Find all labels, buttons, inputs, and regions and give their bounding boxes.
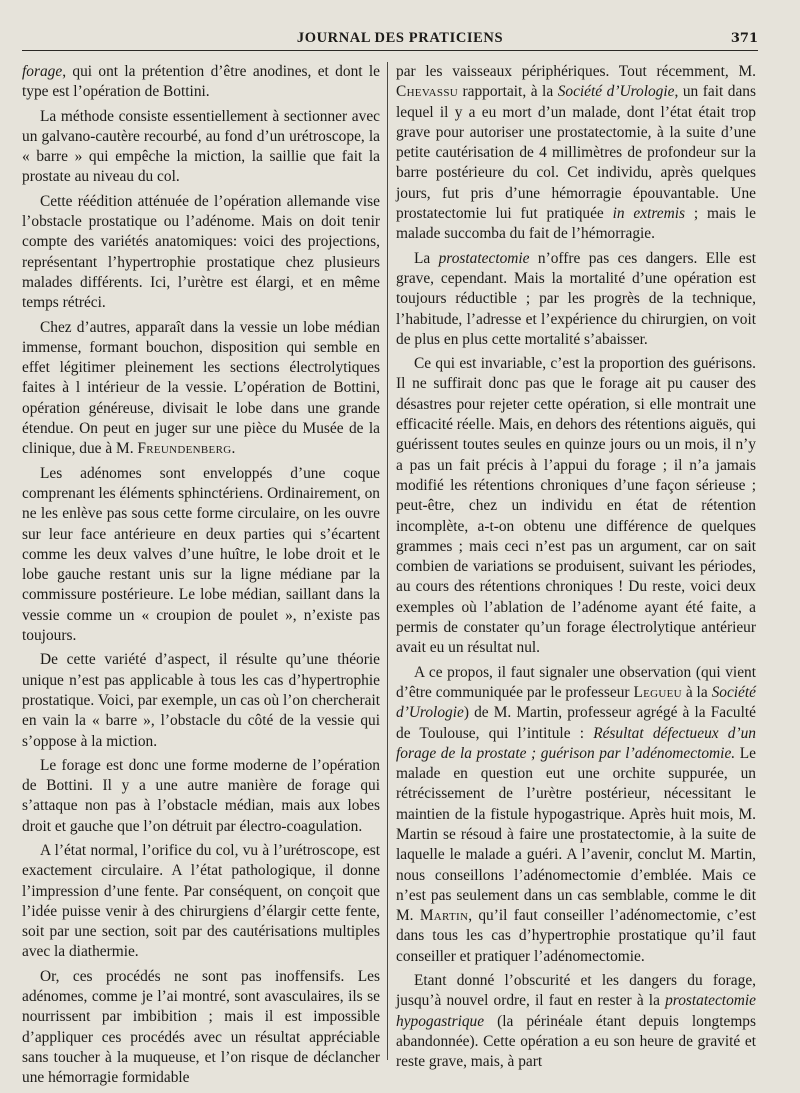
italic-term: forage <box>22 63 63 80</box>
left-column <box>22 62 380 1093</box>
text-run: ; mais le malade succomba du fait de l’hémorragie. <box>396 205 756 243</box>
person-name: Martin <box>419 907 469 925</box>
italic-term: Société d’Urologie <box>396 683 756 722</box>
person-name: Legueu <box>633 683 682 701</box>
italic-term: in extremis <box>612 205 685 223</box>
text-run: Etant donné l’obscurité et les dangers du forage, jusqu’à nouvel ordre, il faut en rester à la <box>396 972 756 1010</box>
italic-term: prostatectomie <box>438 249 530 267</box>
text-run: Le malade en question eut une orchite suppurée, un rétrécissement de l’urètre postérieur, nécessitant le maintien de la fistule hypogastrique. Après huit mois, M. Martin se résoud à faire une prostatectomie, à la suite de laquelle le malade a guéri. A l’avenir, conclut M. Martin, nous conseillons l’adénomectomie d’emblée. Mais ce n’est pas seulement dans un cas semblable, comme le dit M. <box>396 744 756 925</box>
paragraph: De cette variété d’aspect, il résulte qu’une théorie unique n’est pas applicable à tous les cas d’hypertrophie prostatique. Voici, par exemple, un cas où l’on chercherait en vain la « barre », l’obstacle du côté de la vessie qui s’oppose à la miction. <box>22 651 380 750</box>
text-run: A ce propos, il faut signaler une observation (qui vient d’être communiquée par le professeur <box>396 663 756 701</box>
column-divider <box>387 62 388 1060</box>
text-run: n’offre pas ces dangers. Elle est grave, cependant. Mais la mortalité d’une opération est toujours réductible ; par les progrès de la technique, l’habitude, l’adresse et l’expérience du chirurgien, on voit de plus en plus cette mortalité s’abaisser. <box>396 249 756 348</box>
italic-term: Société d’Urologie <box>557 83 675 101</box>
text-run: Chez d’autres, apparaît dans la vessie un lobe médian immense, formant bouchon, disposition qui semble en effet légitimer pleinement les sections électrolytiques faites à l intérieur de la vessie. L’opération de Bottini, opération généreuse, divisait le lobe dans une grande étendue. On peut en juger sur une pièce du Musée de la clinique, due à M. <box>22 318 380 458</box>
text-run: , qu’il faut conseiller l’adénomectomie, c’est dans tous les cas d’hypertrophie prostatique qu’il faut conseiller et pratiquer l’adénomectomie. <box>396 907 756 965</box>
paragraph: Les adénomes sont enveloppés d’une coque comprenant les éléments sphinctériens. Ordinairement, on ne les enlève pas sous cette forme circulaire, on les ouvre sur leur face antérieure en deux parties qui s’écartent comme les deux valves d’une huître, le lobe droit et le lobe gauche restant unis sur la ligne médiane par la commissure postérieure. Le lobe médian, saillant dans la vessie comme un « croupion de poulet », n’existe pas toujours. <box>22 464 380 645</box>
text-run: (la périnéale étant depuis longtemps abandonnée). Cette opération a eu son heure de gravité et reste grave, mais, à part <box>396 1012 756 1071</box>
italic-term: prostatectomie hypogastrique <box>396 992 756 1030</box>
header-rule <box>22 50 758 51</box>
paragraph: Ce qui est invariable, c’est la proportion des guérisons. Il ne suffirait donc pas que le forage ait pu causer des désastres pour rejeter cette opération, si elle montrait une efficacité réelle. Mais, en dehors des rétentions aiguës, qui guérissent toutes seules en quinze jours ou un mois, il n’y a pas un fait précis à l’appui du forage ; il n’a jamais modifié les rétentions chroniques d’une façon sérieuse ; peut-être, chez un individu en état de rétention incomplète, a-t-on obtenu une différence de quelques grammes ; mais ceci n’est pas un argument, car on sait combien de variations se produisent, suivant les périodes, au cours des rétentions chroniques ! Du reste, voici deux exemples où l’ablation de l’adénome ayant été faite, a permis de constater qu’un forage électrolytique antérieur avait eu un résultat nul. <box>396 355 756 657</box>
paragraph: Or, ces procédés ne sont pas inoffensifs. Les adénomes, comme je l’ai montré, sont avasculaires, ils se nourrissent par imbibition ; mais il est impossible d’appliquer ces procédés avec un résultat appréciable sans toucher à la muqueuse, et l’on risque de déclancher une hémorragie formidable <box>22 967 380 1087</box>
paragraph: A l’état normal, l’orifice du col, vu à l’urétroscope, est exactement circulaire. A l’état pathologique, il donne l’impression d’une fente. Par conséquent, on conçoit que l’idée puisse venir à des chirurgiens d’élargir cette fente, soit par une section, soit par des cautérisations multiples avec la diathermie. <box>22 841 380 961</box>
text-run: La <box>414 249 439 267</box>
person-name: Chevassu <box>396 83 458 101</box>
text-run: rapportait, à la <box>457 83 558 101</box>
text-run: , qui ont la prétention d’être anodines, et dont le type est l’opération de Bottini. <box>22 63 380 101</box>
paragraph <box>22 62 380 103</box>
right-column <box>396 62 756 1077</box>
text-run: , un fait dans lequel il y a eu mort d’un malade, dont l’état était trop grave pour autoriser une prostatectomie, à la suite d’une petite cautérisation de 4 millimètres de profondeur sur la barre postérieure du col. Cet individu, après quelques jours, fut pris d’une hémorragie épouvantable. Une prostatectomie lui fut pratiquée <box>396 83 756 223</box>
text-run: par les vaisseaux périphériques. Tout récemment, M. <box>396 63 756 80</box>
paragraph <box>396 249 756 350</box>
paragraph <box>396 62 756 245</box>
text-run: . <box>231 440 236 458</box>
page-number: 371 <box>730 31 758 46</box>
text-run: à la <box>681 683 712 701</box>
text-run: ) de M. Martin, professeur agrégé à la Faculté de Toulouse, qui l’intitule : <box>396 704 756 742</box>
paragraph <box>396 971 756 1072</box>
paragraph: Le forage est donc une forme moderne de l’opération de Bottini. Il y a une autre manière de forage qui s’attaque non pas à l’obstacle médian, mais aux lobes droit et gauche que l’on détruit par électro-coagulation. <box>22 756 380 835</box>
paragraph: Cette réédition atténuée de l’opération allemande vise l’obstacle prostatique ou l’adénome. Mais on doit tenir compte des variétés anatomiques: voici des projections, représentant l’hypertrophie prostatique chez plusieurs malades différents. Ici, l’urètre est élargi, et en même temps rétréci. <box>22 192 380 312</box>
person-name: Freundenberg <box>137 440 232 458</box>
journal-title: JOURNAL DES PRATICIENS <box>296 30 504 46</box>
paragraph: La méthode consiste essentiellement à sectionner avec un galvano-cautère recourbé, au fond d’un urétroscope, la « barre » qui empêche la miction, la saillie que fait la prostate au niveau du col. <box>22 107 380 186</box>
italic-term: Résultat défectueux d’un forage de la prostate ; guérison par l’adénomectomie. <box>396 724 757 762</box>
paragraph <box>396 663 756 967</box>
paragraph <box>22 318 380 460</box>
